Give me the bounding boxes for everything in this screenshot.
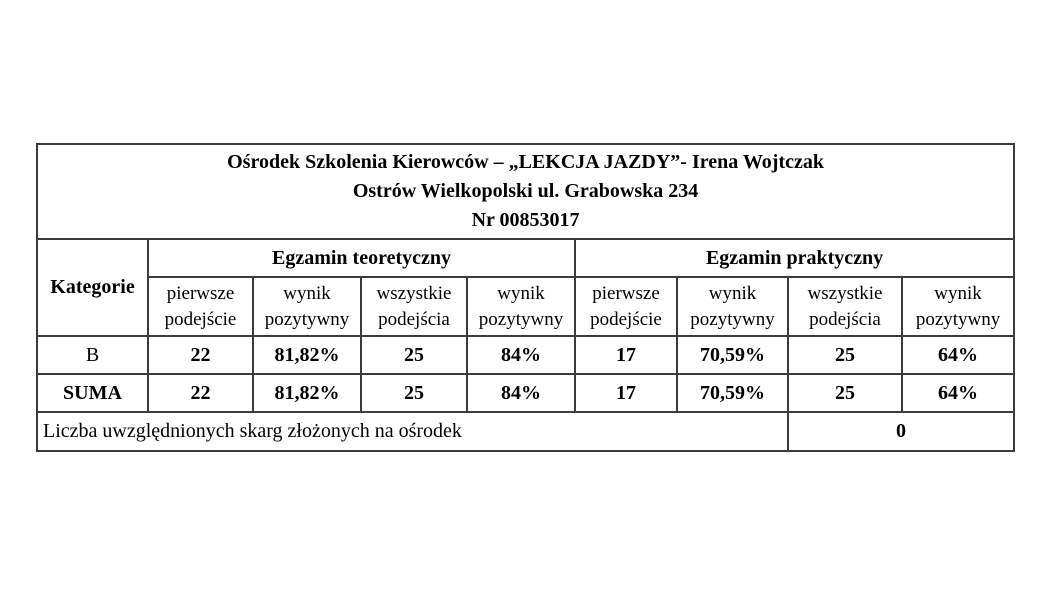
exam-results-table — [36, 143, 1015, 452]
column-header-theory-pass-rate-first: wynik pozytywny — [253, 277, 361, 336]
data-cell: 84% — [467, 336, 575, 374]
theory-exam-group-header: Egzamin teoretyczny — [148, 239, 575, 277]
category-b-label: B — [37, 336, 148, 374]
data-cell: 81,82% — [253, 374, 361, 412]
table-row-category-b — [37, 336, 1014, 374]
center-name-line: Ośrodek Szkolenia Kierowców – „LEKCJA JAZDY”- Irena Wojtczak — [227, 151, 824, 173]
complaints-value: 0 — [788, 412, 1014, 451]
data-cell: 81,82% — [253, 336, 361, 374]
data-cell: 25 — [788, 374, 902, 412]
center-number-line: Nr 00853017 — [471, 209, 580, 231]
center-address-line: Ostrów Wielkopolski ul. Grabowska 234 — [352, 180, 699, 202]
data-cell: 22 — [148, 374, 253, 412]
sub-header-row — [37, 277, 1014, 336]
data-cell: 70,59% — [677, 374, 788, 412]
column-header-practical-pass-rate-all: wynik pozytywny — [902, 277, 1014, 336]
column-header-theory-pass-rate-all: wynik pozytywny — [467, 277, 575, 336]
data-cell: 17 — [575, 374, 677, 412]
data-cell: 25 — [361, 336, 467, 374]
complaints-label: Liczba uwzględnionych skarg złożonych na ośrodek — [37, 412, 788, 451]
practical-exam-group-header: Egzamin praktyczny — [575, 239, 1014, 277]
data-cell: 64% — [902, 336, 1014, 374]
column-header-practical-pass-rate-first: wynik pozytywny — [677, 277, 788, 336]
category-column-header: Kategorie — [37, 239, 148, 336]
column-header-theory-all-attempts: wszystkie podejścia — [361, 277, 467, 336]
title-row — [37, 144, 1014, 239]
data-cell: 70,59% — [677, 336, 788, 374]
data-cell: 64% — [902, 374, 1014, 412]
table-row-suma — [37, 374, 1014, 412]
complaints-row — [37, 412, 1014, 451]
table-title-cell — [37, 144, 1014, 239]
column-header-practical-first-attempt: pierwsze podejście — [575, 277, 677, 336]
data-cell: 22 — [148, 336, 253, 374]
data-cell: 25 — [361, 374, 467, 412]
data-cell: 25 — [788, 336, 902, 374]
data-cell: 84% — [467, 374, 575, 412]
column-header-practical-all-attempts: wszystkie podejścia — [788, 277, 902, 336]
exam-group-header-row — [37, 239, 1014, 277]
data-cell: 17 — [575, 336, 677, 374]
suma-label: SUMA — [37, 374, 148, 412]
column-header-theory-first-attempt: pierwsze podejście — [148, 277, 253, 336]
